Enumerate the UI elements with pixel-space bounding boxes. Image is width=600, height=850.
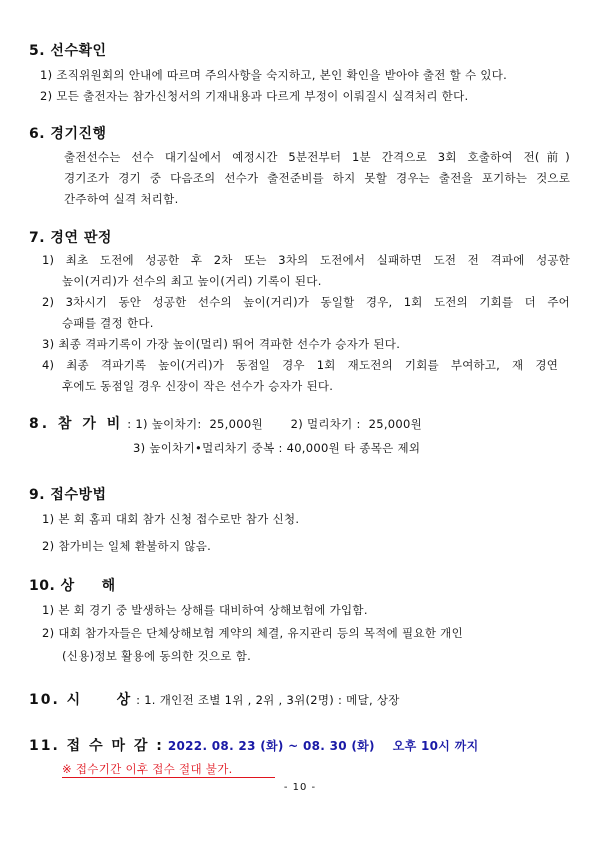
section-11-notice: ※ 접수기간 이후 접수 절대 불가.: [62, 762, 233, 776]
section-6-line-2: 경기조가 경기 중 다음조의 선수가 출전준비를 하지 못할 경우는 출전을 포기하는 것으로: [64, 171, 570, 185]
section-5-item-2: 2) 모든 출전자는 참가신청서의 기재내용과 다르게 부정이 이뤄질시 실격처리 한다.: [40, 89, 469, 103]
section-6-heading: 6. 경기진행: [29, 126, 107, 142]
section-6-line-1: 출전선수는 선수 대기실에서 예정시간 5분전부터 1분 간격으로 3회 호출하여 전(前): [64, 150, 570, 164]
section-7-line-3: 2) 3차시기 동안 성공한 선수의 높이(거리)가 동일할 경우, 1회 도전의 기회를 더 주어: [42, 295, 570, 309]
section-11-row: [29, 735, 478, 755]
section-7-line-7: 후에도 동점일 경우 신장이 작은 선수가 승자가 된다.: [62, 379, 334, 393]
section-9-item-1: 1) 본 회 홈피 대회 참가 신청 접수로만 참가 신청.: [42, 512, 300, 526]
section-10-award-body: : 1. 개인전 조별 1위 , 2위 , 3위(2명) : 메달, 상장: [136, 693, 400, 707]
section-10-award-row: [29, 689, 400, 709]
section-7-line-2: 높이(거리)가 선수의 최고 높이(거리) 기록이 된다.: [62, 274, 322, 288]
section-10-injury-heading: 10. 상 해: [29, 578, 116, 594]
section-11-deadline: 2022. 08. 23 (화) ~ 08. 30 (화) 오후 10시 까지: [167, 739, 479, 753]
section-5-heading: 5. 선수확인: [29, 43, 107, 59]
section-7-line-6: 4) 최종 격파기록 높이(거리)가 동점일 경우 1회 재도전의 기회를 부여하고, 재 경연: [42, 358, 558, 372]
notice-underline: [62, 777, 275, 778]
section-6-line-3: 간주하여 실격 처리함.: [64, 192, 179, 206]
page-number: - 10 -: [283, 782, 317, 793]
section-7-heading: 7. 경연 판정: [29, 230, 112, 246]
section-9-heading: 9. 접수방법: [29, 487, 107, 503]
section-7-line-5: 3) 최종 격파기록이 가장 높이(멀리) 뛰어 격파한 선수가 승자가 된다.: [42, 337, 401, 351]
section-9-item-2: 2) 참가비는 일체 환불하지 않음.: [42, 539, 212, 553]
section-7-line-4: 승패를 결정 한다.: [62, 316, 154, 330]
section-10-injury-line-3: (신용)정보 활용에 동의한 것으로 함.: [62, 649, 252, 663]
section-5-item-1: 1) 조직위원회의 안내에 따르며 주의사항을 숙지하고, 본인 확인을 받아야 출전 할 수 있다.: [40, 68, 508, 82]
section-7-line-1: 1) 최초 도전에 성공한 후 2차 또는 3차의 도전에서 실패하면 도전 전 격파에 성공한: [42, 253, 570, 267]
section-10-injury-line-1: 1) 본 회 경기 중 발생하는 상해를 대비하여 상해보험에 가입함.: [42, 603, 368, 617]
section-11-heading: 11. 접 수 마 감 :: [29, 738, 164, 754]
section-8-heading: 8. 참 가 비: [29, 416, 124, 432]
section-8-fee-line-1: : 1) 높이차기: 25,000원 2) 멀리차기 : 25,000원: [127, 417, 423, 431]
section-10-award-heading: 10. 시 상: [29, 692, 133, 708]
section-8-row-1: [29, 413, 422, 433]
section-8-fee-line-2: 3) 높이차기•멀리차기 중복 : 40,000원 타 종목은 제외: [133, 441, 421, 455]
section-10-injury-line-2: 2) 대회 참가자들은 단체상해보험 계약의 체결, 유지관리 등의 목적에 필요한 개인: [42, 626, 463, 640]
